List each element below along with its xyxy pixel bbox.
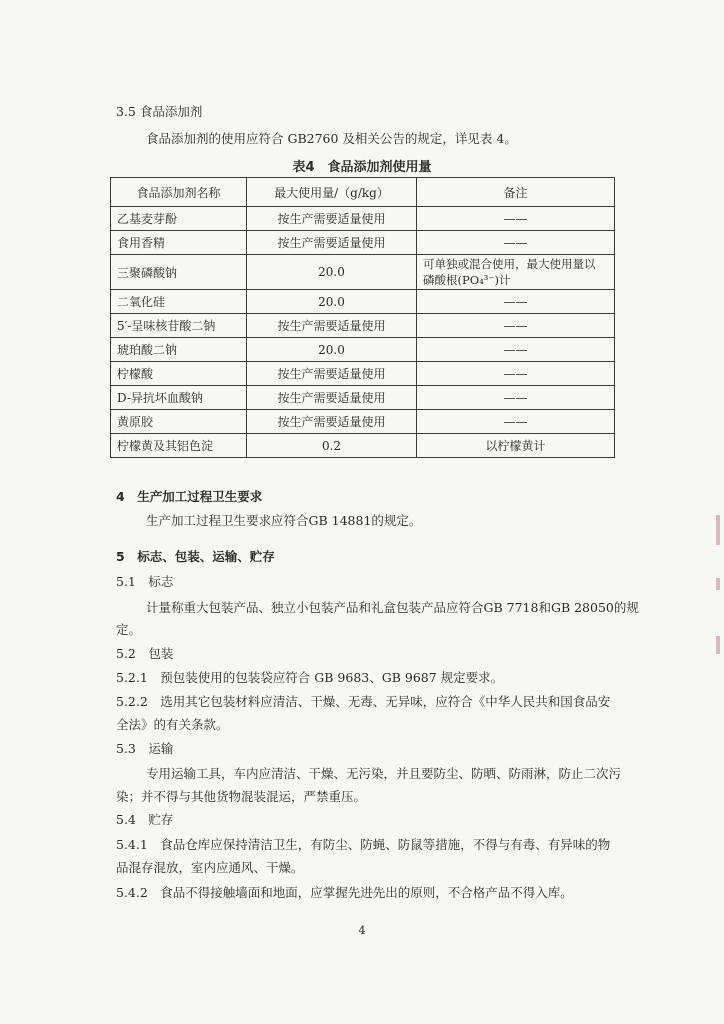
section-4-text: 生产加工过程卫生要求应符合GB 14881的规定。 [146, 513, 422, 528]
max-usage: 按生产需要适量使用 [247, 386, 417, 410]
additive-name: 柠檬黄及其铝色淀 [111, 434, 247, 458]
section-5-4-2-text: 5.4.2 食品不得接触墙面和地面，应掌握先进先出的原则，不合格产品不得入库。 [116, 885, 573, 900]
section-3-5-text: 食品添加剂的使用应符合 GB2760 及相关公告的规定，详见表 4。 [146, 131, 517, 146]
max-usage: 按生产需要适量使用 [247, 207, 417, 231]
additive-name: 食用香精 [111, 231, 247, 255]
table-header-row [111, 178, 615, 207]
max-usage: 20.0 [247, 255, 417, 290]
section-3-5-heading: 3.5 食品添加剂 [116, 104, 203, 119]
additive-name: 黄原胶 [111, 410, 247, 434]
additive-name: 琥珀酸二钠 [111, 338, 247, 362]
remark: —— [417, 207, 615, 231]
remark: —— [417, 290, 615, 314]
table-row [111, 314, 615, 338]
additive-name: 三聚磷酸钠 [111, 255, 247, 290]
section-5-3-text-cont: 染；并不得与其他货物混装混运，严禁重压。 [116, 789, 367, 804]
table-row [111, 255, 615, 290]
edge-stain-mark [716, 578, 720, 590]
edge-stain-mark [716, 636, 720, 654]
remark [417, 255, 615, 290]
max-usage: 0.2 [247, 434, 417, 458]
edge-stain-mark [716, 515, 720, 545]
max-usage: 按生产需要适量使用 [247, 362, 417, 386]
remark: 以柠檬黄计 [417, 434, 615, 458]
table-row [111, 207, 615, 231]
header-max-usage: 最大使用量/（g/kg） [247, 178, 417, 207]
table-row [111, 410, 615, 434]
section-5-2-1-text: 5.2.1 预包装使用的包装袋应符合 GB 9683、GB 9687 规定要求。 [116, 670, 504, 685]
section-5-1-heading: 5.1 标志 [116, 574, 174, 589]
additive-name: 5′-呈味核苷酸二钠 [111, 314, 247, 338]
additive-name: 乙基麦芽酚 [111, 207, 247, 231]
table-row [111, 338, 615, 362]
section-5-2-heading: 5.2 包装 [116, 646, 174, 661]
max-usage: 20.0 [247, 290, 417, 314]
section-5-2-2-text-cont: 全法》的有关条款。 [116, 717, 229, 732]
table-row [111, 290, 615, 314]
max-usage: 按生产需要适量使用 [247, 314, 417, 338]
section-5-3-heading: 5.3 运输 [116, 741, 174, 756]
header-additive-name: 食品添加剂名称 [111, 178, 247, 207]
max-usage: 20.0 [247, 338, 417, 362]
remark: —— [417, 231, 615, 255]
remark: —— [417, 362, 615, 386]
remark: —— [417, 386, 615, 410]
additive-name: 二氧化硅 [111, 290, 247, 314]
remark: —— [417, 338, 615, 362]
table-row [111, 434, 615, 458]
section-5-3-text: 专用运输工具，车内应清洁、干燥、无污染，并且要防尘、防晒、防雨淋，防止二次污 [146, 766, 622, 781]
max-usage: 按生产需要适量使用 [247, 231, 417, 255]
header-remarks: 备注 [417, 178, 615, 207]
section-4-heading: 4 生产加工过程卫生要求 [116, 489, 263, 504]
page-number: 4 [358, 924, 366, 937]
max-usage: 按生产需要适量使用 [247, 410, 417, 434]
section-5-4-1-text: 5.4.1 食品仓库应保持清洁卫生，有防尘、防蝇、防鼠等措施，不得与有毒、有异味的物 [116, 837, 611, 852]
remark-line-2: 磷酸根(PO₄³⁻)计 [423, 273, 511, 287]
additive-name: 柠檬酸 [111, 362, 247, 386]
section-5-2-2-text: 5.2.2 选用其它包装材料应清洁、干燥、无毒、无异味，应符合《中华人民共和国食品安 [116, 694, 611, 709]
remark-line-1: 可单独或混合使用，最大使用量以 [423, 257, 596, 271]
remark: —— [417, 410, 615, 434]
table-caption: 表4 食品添加剂使用量 [292, 160, 432, 175]
section-5-1-text: 计量称重大包装产品、独立小包装产品和礼盒包装产品应符合GB 7718和GB 28050的规 [146, 600, 639, 615]
table-row [111, 386, 615, 410]
section-5-4-heading: 5.4 贮存 [116, 812, 174, 827]
section-5-heading: 5 标志、包装、运输、贮存 [116, 549, 275, 564]
section-5-1-text-cont: 定。 [116, 622, 142, 637]
table-row [111, 231, 615, 255]
table-row [111, 362, 615, 386]
additives-table [110, 177, 615, 458]
remark: —— [417, 314, 615, 338]
section-5-4-1-text-cont: 品混存混放，室内应通风、干燥。 [116, 860, 304, 875]
additive-name: D-异抗坏血酸钠 [111, 386, 247, 410]
